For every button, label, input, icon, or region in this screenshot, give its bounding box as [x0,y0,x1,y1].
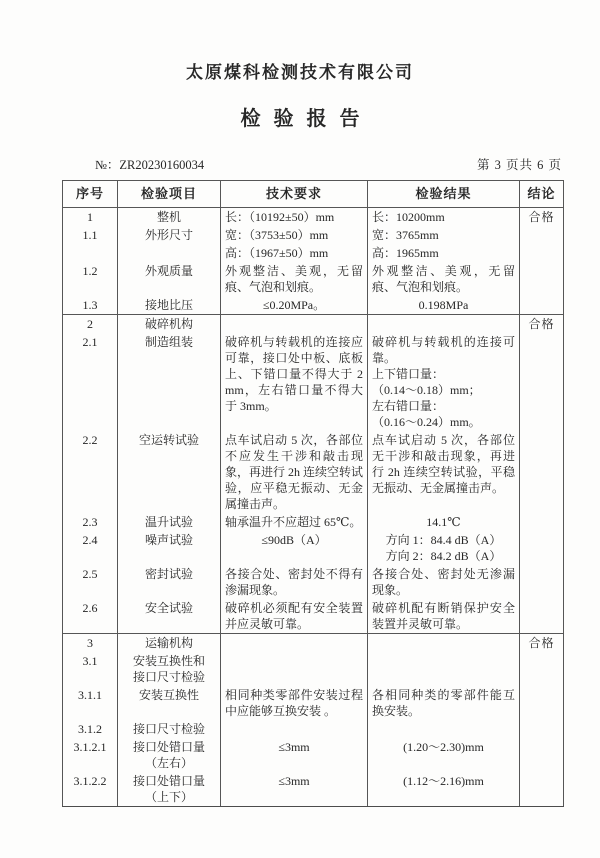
seq-cell: 2.5 [63,565,118,599]
item-cell [118,208,221,227]
cell-text: (1.20～2.30)mm [403,740,484,754]
item-cell [118,315,221,334]
tech-requirement-cell [221,262,368,296]
item-cell [118,531,221,565]
seq-cell: 1.2 [63,262,118,296]
result-cell [368,565,520,599]
item-cell [118,513,221,531]
cell-text: 左右错口量： [372,399,445,413]
item-cell [118,599,221,634]
tech-requirement-cell [221,333,368,431]
tech-requirement-cell [221,226,368,244]
item-cell [118,431,221,513]
cell-text: ≤3mm [278,740,310,754]
conclusion-cell: 合格 [520,208,564,227]
result-cell [368,634,520,653]
table-row [63,599,564,634]
cell-text: 外观整洁、美观，无留痕、气泡和划痕。 [372,264,515,294]
cell-text: 点车试启动 5 次，各部位不应发生干涉和敲击现象，再进行 2h 连续空转试验，应平稳无振动、无金属撞击声。 [225,433,364,511]
result-cell [368,531,520,565]
tech-requirement-cell [221,652,368,686]
tech-requirement-cell [221,599,368,634]
report-title: 检验报告 [240,108,373,130]
cell-text: 制造组装 [144,335,193,349]
cell-text: 轴承温升不应超过 65℃。 [225,515,362,529]
seq-cell: 2.4 [63,531,118,565]
result-cell [368,652,520,686]
item-cell [118,226,221,244]
seq-cell: 2.3 [63,513,118,531]
result-cell [368,262,520,296]
cell-text: 方向 1：84.4 dB（A） [385,533,502,547]
seq-cell: 2.2 [63,431,118,513]
cell-text: 整机 [156,210,181,224]
item-cell [118,738,221,772]
cell-text: 宽：（3753±50）mm [225,228,329,242]
seq-cell: 3 [63,634,118,653]
table-row [63,296,564,315]
tech-requirement-cell [221,720,368,738]
conclusion-cell [520,686,564,720]
cell-text: 安装互换性和 [132,654,205,668]
column-header: 结论 [520,181,564,208]
conclusion-cell [520,738,564,772]
result-cell [368,296,520,315]
cell-text: 高：1965mm [372,246,439,260]
cell-text: ≤3mm [278,774,310,788]
item-cell [118,772,221,807]
cell-text: 接口尺寸检验 [132,722,205,736]
conclusion-cell [520,599,564,634]
table-row [63,431,564,513]
cell-text: 安装互换性 [138,688,199,702]
cell-text: 外观整洁、美观，无留痕、气泡和划痕。 [225,264,363,294]
tech-requirement-cell [221,738,368,772]
cell-text: 破碎机与转载机的连接应可靠，接口处中板、底板上、下错口量不得大于 2mm，左右错口量不得大于 3mm。 [225,335,363,413]
seq-cell: 2.1 [63,333,118,431]
column-header: 技术要求 [221,181,368,208]
tech-requirement-cell [221,513,368,531]
cell-text: ≤0.20MPa。 [262,298,326,312]
tech-requirement-cell [221,244,368,262]
conclusion-cell [520,772,564,807]
inspection-table [62,180,564,807]
cell-text: 14.1℃ [426,515,461,529]
table-row [63,208,564,227]
result-cell [368,738,520,772]
tech-requirement-cell [221,315,368,334]
cell-text: 接口尺寸检验 [132,670,205,684]
seq-cell: 3.1.2.1 [63,738,118,772]
item-cell [118,686,221,720]
conclusion-cell [520,652,564,686]
cell-text: 破碎机配有断销保护安全装置并灵敏可靠。 [372,601,515,631]
result-cell [368,599,520,634]
item-cell [118,333,221,431]
table-row [63,333,564,431]
seq-cell [63,244,118,262]
cell-text: 各接合处、密封处无渗漏现象。 [372,567,515,597]
cell-text: 温升试验 [144,515,193,529]
tech-requirement-cell [221,208,368,227]
conclusion-cell [520,720,564,738]
table-row [63,686,564,720]
result-cell [368,772,520,807]
tech-requirement-cell [221,565,368,599]
conclusion-cell [520,244,564,262]
conclusion-cell [520,513,564,531]
table-row [63,772,564,807]
conclusion-cell [520,333,564,431]
result-cell [368,244,520,262]
cell-text: 接口处错口量 [132,740,205,754]
cell-text: (1.12～2.16)mm [403,774,484,788]
cell-text: 破碎机必须配有安全装置并应灵敏可靠。 [225,601,363,631]
item-cell [118,244,221,262]
table-row [63,226,564,244]
table-row [63,634,564,653]
table-body [63,208,564,807]
item-cell [118,634,221,653]
cell-text: 长：（10192±50）mm [225,210,335,224]
cell-text: 点车试启动 5 次，各部位无干涉和敲击现象，再进行 2h 连续空转试验，平稳无振动、无金属撞击声。 [372,433,515,495]
seq-cell: 3.1.1 [63,686,118,720]
report-meta [62,155,562,173]
seq-cell: 3.1 [63,652,118,686]
conclusion-cell [520,431,564,513]
table-row [63,652,564,686]
cell-text: 各接合处、密封处不得有渗漏现象。 [225,567,363,597]
cell-text: 0.198MPa [418,298,469,312]
seq-cell: 2 [63,315,118,334]
table-row [63,720,564,738]
cell-text: 高：（1967±50）mm [225,246,329,260]
cell-text: 外观质量 [144,264,193,278]
seq-cell: 3.1.2 [63,720,118,738]
cell-text: （上下） [144,790,193,804]
table-row [63,315,564,334]
cell-text: 噪声试验 [144,533,193,547]
conclusion-cell [520,531,564,565]
column-header: 检验结果 [368,181,520,208]
cell-text: （0.16～0.24）mm。 [372,415,481,429]
tech-requirement-cell [221,296,368,315]
tech-requirement-cell [221,634,368,653]
result-cell [368,686,520,720]
report-number: №：ZR20230160034 [95,158,205,172]
conclusion-cell: 合格 [520,634,564,653]
cell-text: 空运转试验 [138,433,199,447]
page-indicator: 第 3 页共 6 页 [476,158,562,172]
conclusion-cell: 合格 [520,315,564,334]
seq-cell: 1.3 [63,296,118,315]
cell-text: 相同种类零部件安装过程中应能够互换安装 。 [225,688,363,718]
table-row [63,513,564,531]
conclusion-cell [520,262,564,296]
result-cell [368,431,520,513]
table-header [63,181,564,208]
item-cell [118,652,221,686]
cell-text: 密封试验 [144,567,193,581]
item-cell [118,296,221,315]
cell-text: 宽：3765mm [372,228,439,242]
cell-text: 接地比压 [144,298,193,312]
cell-text: （左右） [144,756,193,770]
item-cell [118,565,221,599]
cell-text: 各相同种类的零部件能互换安装。 [372,688,515,718]
seq-cell: 1 [63,208,118,227]
table-row [63,244,564,262]
item-cell [118,720,221,738]
cell-text: 长：10200mm [372,210,445,224]
cell-text: 破碎机与转载机的连接可靠。 [372,335,515,365]
cell-text: 方向 2：84.2 dB（A） [385,549,502,563]
column-header: 序号 [63,181,118,208]
result-cell [368,315,520,334]
conclusion-cell [520,565,564,599]
cell-text: 外形尺寸 [144,228,193,242]
seq-cell: 2.6 [63,599,118,634]
cell-text: ≤90dB（A） [261,533,327,547]
cell-text: （0.14～0.18）mm； [372,383,481,397]
table-row [63,262,564,296]
cell-text: 上下错口量： [372,367,445,381]
tech-requirement-cell [221,531,368,565]
tech-requirement-cell [221,431,368,513]
cell-text: 安全试验 [144,601,193,615]
cell-text: 接口处错口量 [132,774,205,788]
cell-text: 运输机构 [144,636,193,650]
item-cell [118,262,221,296]
table-row [63,565,564,599]
table-row [63,738,564,772]
tech-requirement-cell [221,686,368,720]
tech-requirement-cell [221,772,368,807]
result-cell [368,333,520,431]
company-name: 太原煤科检测技术有限公司 [186,63,414,82]
result-cell [368,513,520,531]
result-cell [368,208,520,227]
table-row [63,531,564,565]
result-cell [368,226,520,244]
header-row [63,181,564,208]
conclusion-cell [520,296,564,315]
cell-text: 破碎机构 [144,317,193,331]
result-cell [368,720,520,738]
column-header: 检验项目 [118,181,221,208]
conclusion-cell [520,226,564,244]
seq-cell: 3.1.2.2 [63,772,118,807]
seq-cell: 1.1 [63,226,118,244]
